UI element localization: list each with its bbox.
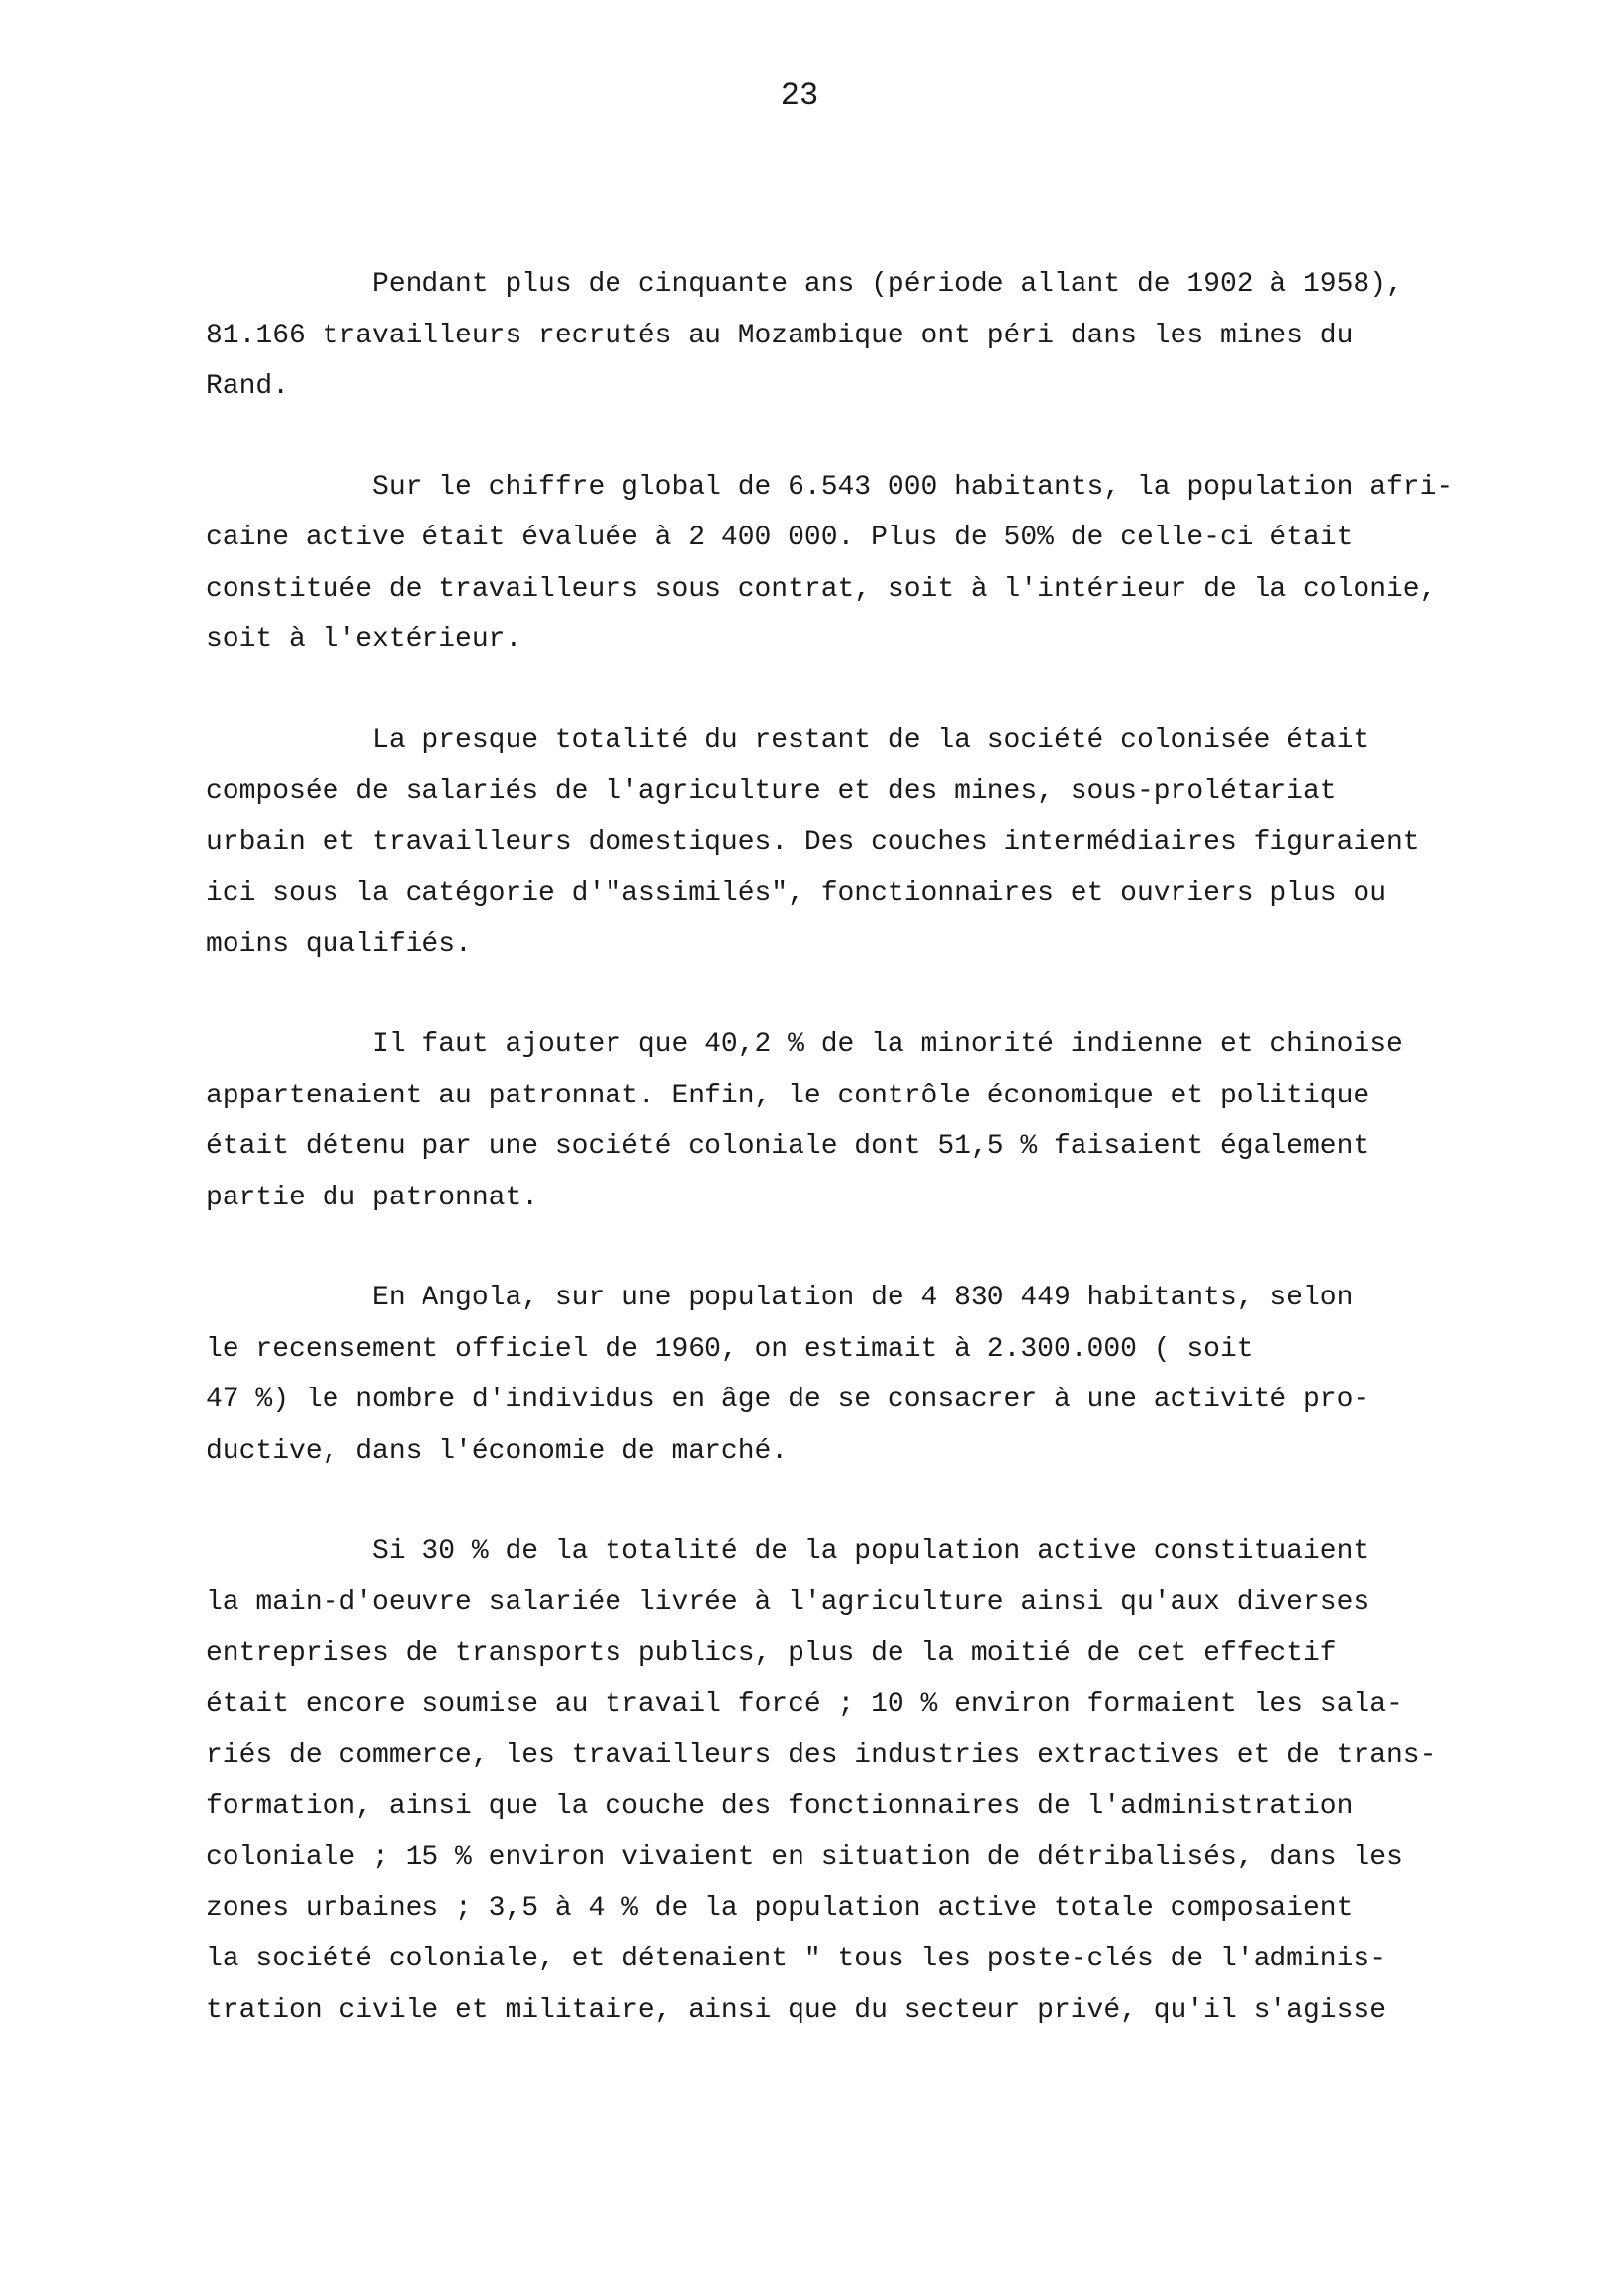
body-text [206,259,1522,2085]
text-line: appartenaient au patronnat. Enfin, le contrôle économique et politique [206,1080,1370,1111]
text-line: Sur le chiffre global de 6.543 000 habitants, la population afri- [206,471,1454,503]
text-line: la société coloniale, et détenaient " tous les poste-clés de l'adminis- [206,1944,1386,1974]
text-line: Rand. [206,371,290,402]
page-number: 23 [780,77,819,114]
text-line: la main-d'oeuvre salariée livrée à l'agriculture ainsi qu'aux diverses [206,1586,1370,1618]
text-line: 47 %) le nombre d'individus en âge de se consacrer à une activité pro- [206,1385,1370,1415]
text-line: Il faut ajouter que 40,2 % de la minorité indienne et chinoise [206,1029,1403,1060]
text-line: était détenu par une société coloniale dont 51,5 % faisaient également [206,1131,1370,1162]
text-line: coloniale ; 15 % environ vivaient en situation de détribalisés, dans les [206,1842,1403,1872]
paragraph-3 [206,716,1522,971]
paragraph-4 [206,1019,1522,1223]
text-line: En Angola, sur une population de 4 830 449 habitants, selon [206,1283,1354,1313]
text-line: Pendant plus de cinquante ans (période allant de 1902 à 1958), [206,269,1403,300]
text-line: constituée de travailleurs sous contrat, soit à l'intérieur de la colonie, [206,573,1437,605]
paragraph-1 [206,259,1522,413]
text-line: était encore soumise au travail forcé ; 10 % environ formaient les sala- [206,1688,1403,1720]
text-line: tration civile et militaire, ainsi que du secteur privé, qu'il s'agisse [206,1994,1386,2026]
paragraph-2 [206,462,1522,666]
text-line: ductive, dans l'économie de marché. [206,1435,789,1467]
paragraph-6 [206,1526,1522,2036]
text-line: entreprises de transports publics, plus de la moitié de cet effectif [206,1638,1337,1669]
text-line: La presque totalité du restant de la société colonisée était [206,724,1370,756]
text-line: zones urbaines ; 3,5 à 4 % de la population active totale composaient [206,1892,1354,1924]
text-line: composée de salariés de l'agriculture et des mines, sous-prolétariat [206,776,1337,807]
text-line: urbain et travailleurs domestiques. Des couches intermédiaires figuraient [206,826,1420,858]
paragraph-5 [206,1273,1522,1477]
text-line: 81.166 travailleurs recrutés au Mozambique ont péri dans les mines du [206,320,1354,351]
text-line: Si 30 % de la totalité de la population active constituaient [206,1536,1370,1567]
text-line: le recensement officiel de 1960, on estimait à 2.300.000 ( soit [206,1333,1254,1365]
text-line: formation, ainsi que la couche des fonctionnaires de l'administration [206,1790,1354,1822]
text-line: moins qualifiés. [206,928,472,960]
text-line: caine active était évaluée à 2 400 000. Plus de 50% de celle-ci était [206,523,1354,553]
text-line: ici sous la catégorie d'"assimilés", fonctionnaires et ouvriers plus ou [206,878,1386,909]
text-line: riés de commerce, les travailleurs des industries extractives et de trans- [206,1740,1437,1770]
text-line: partie du patronnat. [206,1182,539,1213]
text-line: soit à l'extérieur. [206,624,522,655]
